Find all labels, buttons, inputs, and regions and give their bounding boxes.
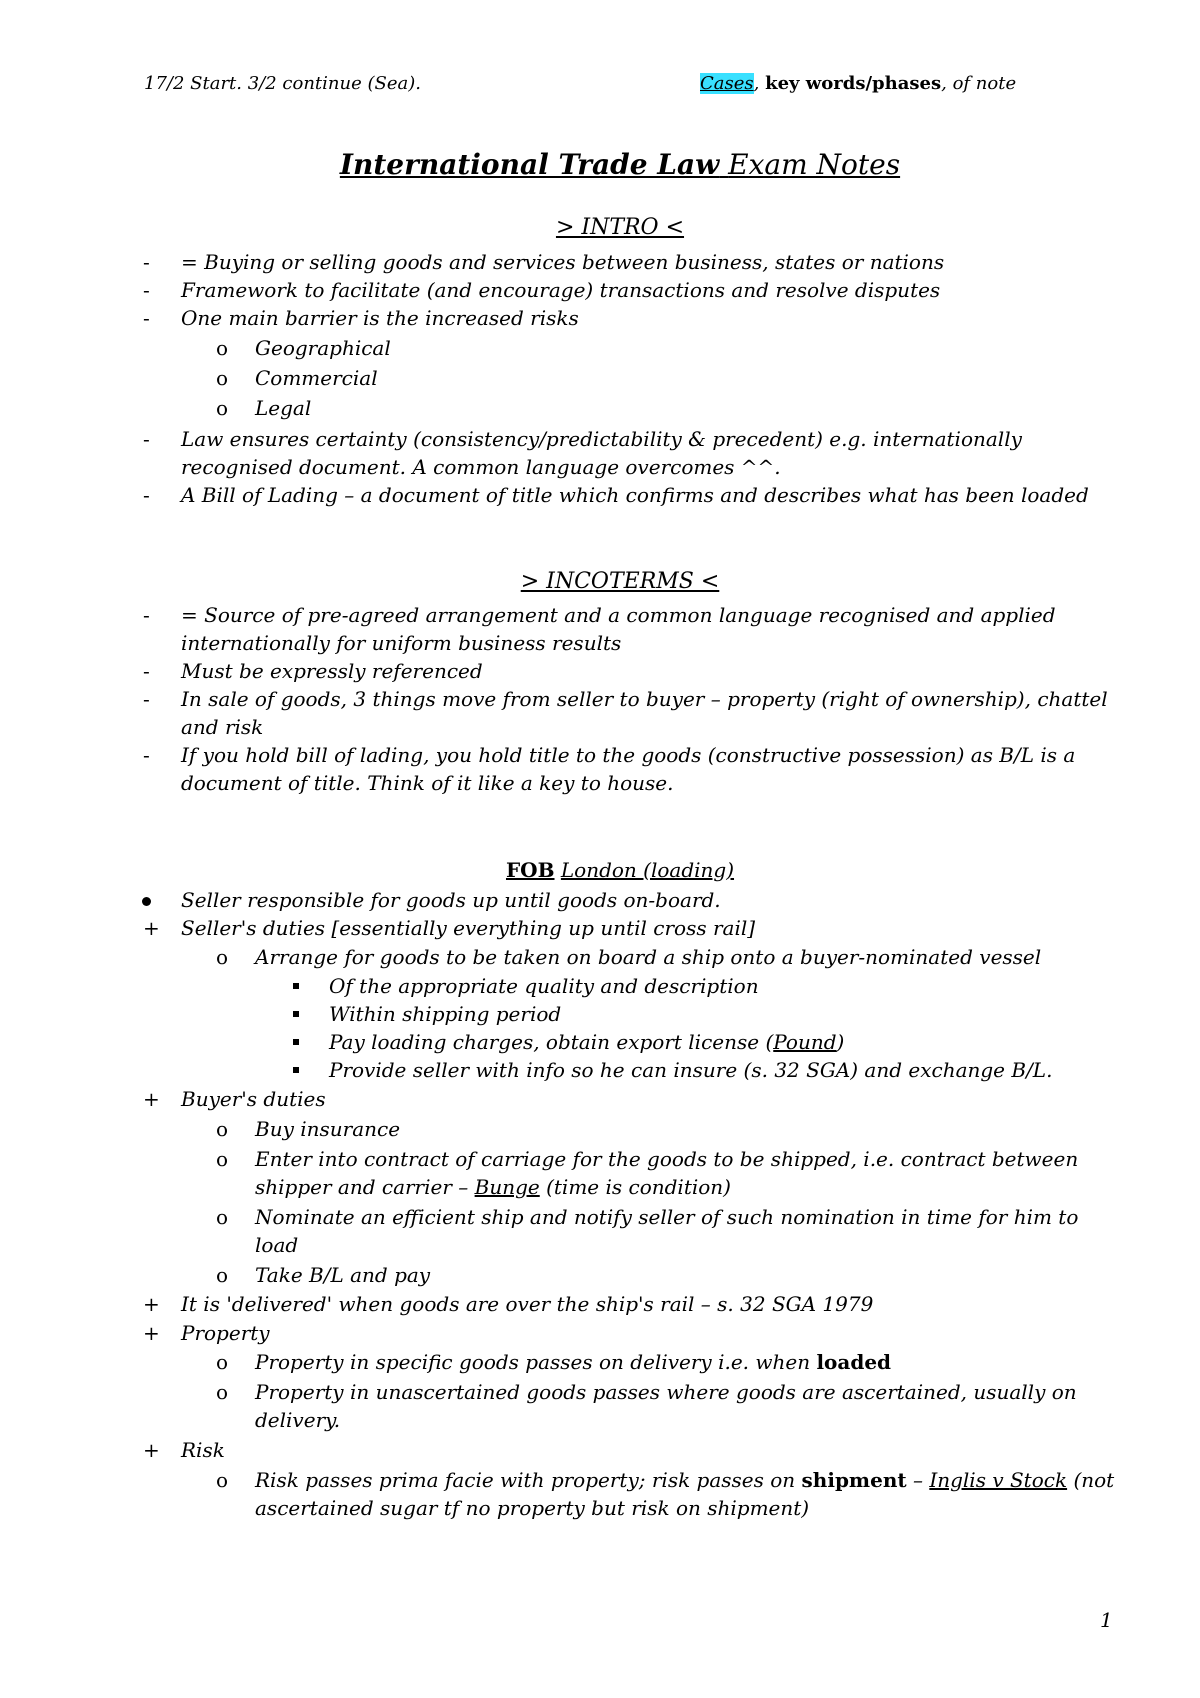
incoterms-item: = Source of pre-agreed arrangement and a common language recognised and applied	[181, 603, 1056, 627]
keyword-shipment: shipment	[801, 1468, 907, 1492]
fob-buyer-sub-cont: shipper and carrier – Bunge (time is condition)	[255, 1175, 731, 1199]
fob-seller-sub: Provide seller with info so he can insure (s. 32 SGA) and exchange B/L.	[329, 1058, 1053, 1082]
incoterms-item: Must be expressly referenced	[181, 659, 483, 683]
fob-risk: Risk	[181, 1438, 225, 1462]
intro-item: = Buying or selling goods and services between business, states or nations	[181, 250, 945, 274]
case-pound: Pound	[773, 1030, 837, 1054]
circle-marker: o	[216, 1380, 229, 1404]
dash-marker: -	[143, 603, 150, 627]
circle-marker: o	[216, 1263, 229, 1287]
fob-seller-sub: Within shipping period	[329, 1002, 562, 1026]
square-bullet-icon	[293, 983, 299, 989]
fob-risk-sub: Risk passes prima facie with property; risk passes on shipment – Inglis v Stock (not	[255, 1468, 1115, 1492]
incoterms-item: If you hold bill of lading, you hold title to the goods (constructive possession) as B/L is a	[181, 743, 1076, 767]
fob-buyer-sub: Buy insurance	[255, 1117, 401, 1141]
fob-seller-sub: Pay loading charges, obtain export license (Pound)	[329, 1030, 845, 1054]
header-left-note: 17/2 Start. 3/2 continue (Sea).	[144, 73, 421, 94]
plus-marker: +	[143, 916, 160, 940]
fob-seller-duties: Seller's duties [essentially everything up until cross rail]	[181, 916, 756, 940]
square-bullet-icon	[293, 1039, 299, 1045]
incoterms-item-cont: document of title. Think of it like a key to house.	[181, 771, 674, 795]
fob-risk-sub-cont: ascertained sugar tf no property but risk on shipment)	[255, 1496, 810, 1520]
circle-marker: o	[216, 396, 229, 420]
title-bold: International Trade Law	[339, 148, 720, 181]
circle-marker: o	[216, 1350, 229, 1374]
case-bunge: Bunge	[474, 1175, 540, 1199]
fob-seller-sub: Of the appropriate quality and description	[329, 974, 759, 998]
risk-type: Legal	[255, 396, 312, 420]
dash-marker: -	[143, 278, 150, 302]
fob-property: Property	[181, 1321, 270, 1345]
intro-heading: > INTRO <	[555, 215, 685, 240]
dash-marker: -	[143, 306, 150, 330]
fob-buyer-sub-cont: load	[255, 1233, 299, 1257]
plus-marker: +	[143, 1438, 160, 1462]
circle-marker: o	[216, 945, 229, 969]
fob-buyer-sub: Take B/L and pay	[255, 1263, 431, 1287]
plus-marker: +	[143, 1321, 160, 1345]
incoterms-item: In sale of goods, 3 things move from seller to buyer – property (right of ownership), chattel	[181, 687, 1108, 711]
square-bullet-icon	[293, 1067, 299, 1073]
fob-buyer-duties: Buyer's duties	[181, 1087, 326, 1111]
dash-marker: -	[143, 743, 150, 767]
incoterms-heading: > INCOTERMS <	[520, 569, 720, 594]
dash-marker: -	[143, 687, 150, 711]
bullet-dot-icon	[142, 897, 151, 906]
page-number: 1	[1100, 1608, 1113, 1632]
circle-marker: o	[216, 336, 229, 360]
circle-marker: o	[216, 1205, 229, 1229]
case-inglis-v-stock: Inglis v Stock	[929, 1468, 1068, 1492]
intro-item: One main barrier is the increased risks	[181, 306, 579, 330]
intro-law-line2: recognised document. A common language overcomes ^^.	[181, 455, 781, 479]
page-title	[0, 148, 1200, 181]
circle-marker: o	[216, 1468, 229, 1492]
legend-keywords: key words/phases	[765, 73, 942, 94]
incoterms-item-cont: and risk	[181, 715, 264, 739]
intro-law-line1: Law ensures certainty (consistency/predictability & precedent) e.g. internationally	[181, 427, 1022, 451]
dash-marker: -	[143, 250, 150, 274]
incoterms-item-cont: internationally for uniform business results	[181, 631, 622, 655]
fob-arrange: Arrange for goods to be taken on board a ship onto a buyer-nominated vessel	[255, 945, 1042, 969]
fob-summary: Seller responsible for goods up until goods on-board.	[181, 888, 721, 912]
plus-marker: +	[143, 1087, 160, 1111]
risk-type: Commercial	[255, 366, 378, 390]
circle-marker: o	[216, 1117, 229, 1141]
fob-heading: FOB London (loading)	[505, 858, 735, 882]
fob-buyer-sub: Nominate an efficient ship and notify seller of such nomination in time for him to	[255, 1205, 1079, 1229]
legend-cases: Cases	[700, 73, 754, 94]
fob-property-sub-cont: delivery.	[255, 1408, 341, 1432]
square-bullet-icon	[293, 1011, 299, 1017]
dash-marker: -	[143, 659, 150, 683]
keyword-loaded: loaded	[816, 1350, 892, 1374]
circle-marker: o	[216, 366, 229, 390]
title-rest: Exam Notes	[728, 148, 901, 181]
intro-bill-of-lading: A Bill of Lading – a document of title which confirms and describes what has been loaded	[181, 483, 1089, 507]
dash-marker: -	[143, 427, 150, 451]
fob-delivered: It is 'delivered' when goods are over the ship's rail – s. 32 SGA 1979	[181, 1292, 874, 1316]
risk-type: Geographical	[255, 336, 391, 360]
legend-of-note: of note	[952, 73, 1017, 94]
fob-property-sub: Property in specific goods passes on delivery i.e. when loaded	[255, 1350, 892, 1374]
circle-marker: o	[216, 1147, 229, 1171]
plus-marker: +	[143, 1292, 160, 1316]
fob-buyer-sub: Enter into contract of carriage for the goods to be shipped, i.e. contract between	[255, 1147, 1079, 1171]
header-legend: Cases, key words/phases, of note	[700, 73, 1017, 94]
dash-marker: -	[143, 483, 150, 507]
intro-item: Framework to facilitate (and encourage) transactions and resolve disputes	[181, 278, 941, 302]
fob-property-sub: Property in unascertained goods passes where goods are ascertained, usually on	[255, 1380, 1077, 1404]
